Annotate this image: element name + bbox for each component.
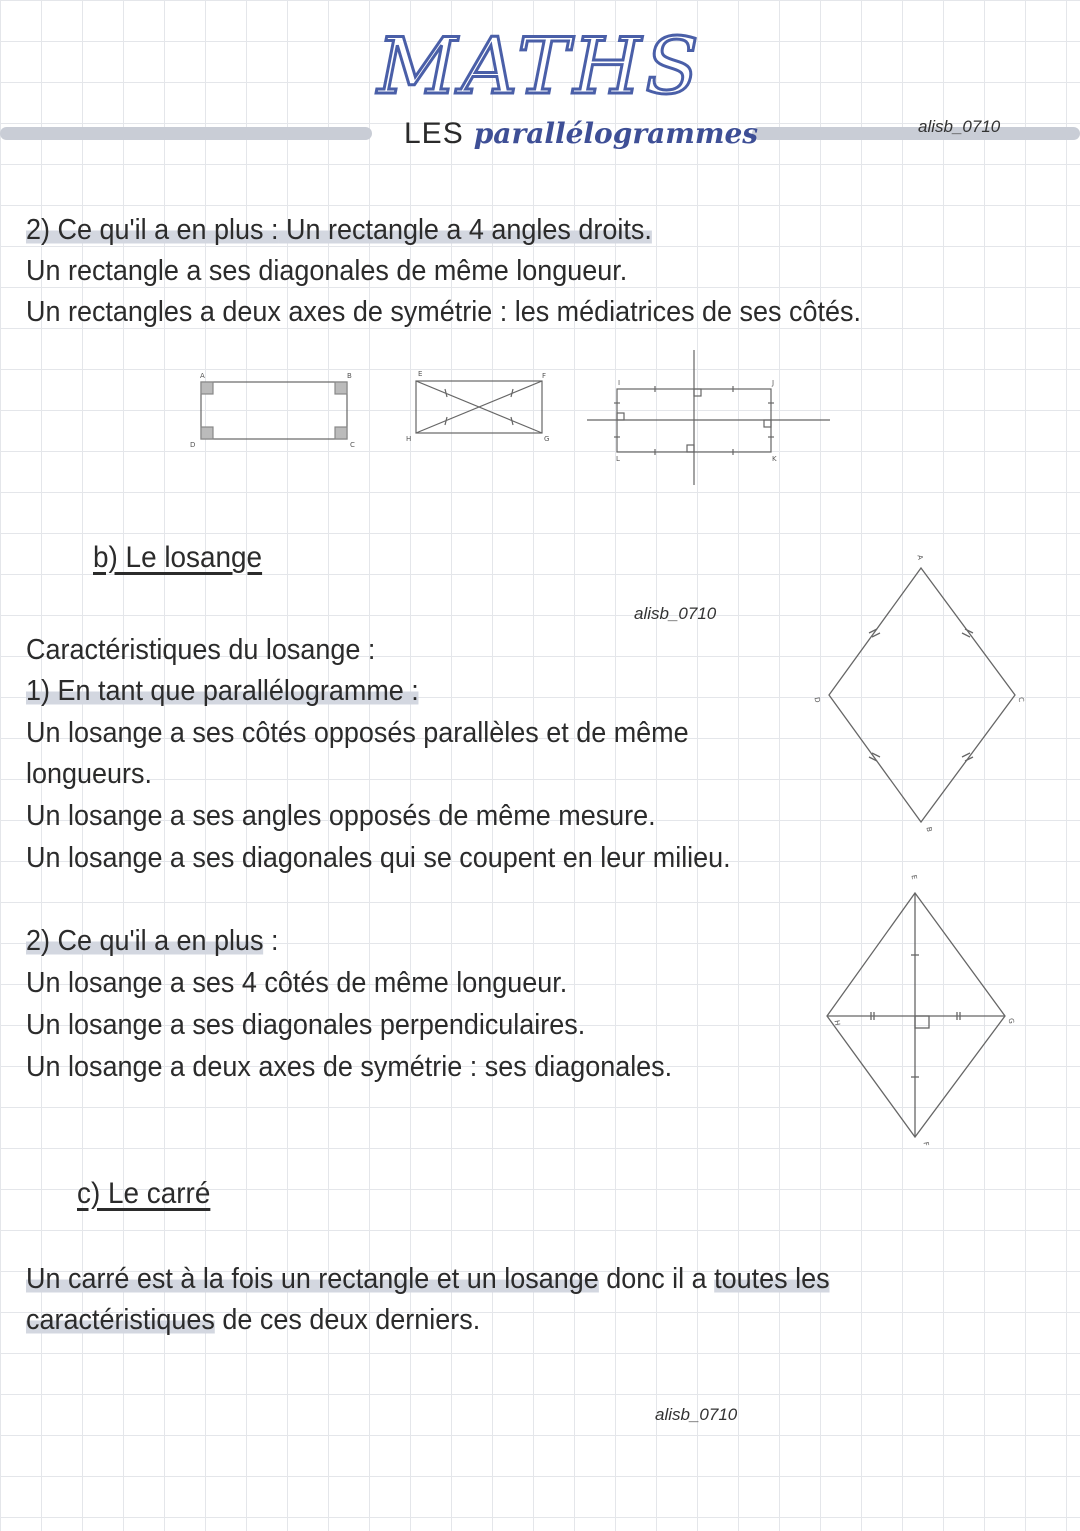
losange-sub-1 — [26, 671, 419, 712]
rectangle-right-angles-figure — [201, 382, 347, 439]
losange-sides-figure — [829, 568, 1015, 822]
losange-line-5: Un losange a ses 4 côtés de même longueur. — [26, 967, 568, 999]
rect2-label-g: G — [544, 435, 550, 443]
watermark-top: alisb_0710 — [918, 117, 1001, 136]
rect-line-2: Un rectangle a ses diagonales de même longueur. — [26, 255, 628, 287]
rect-line-3: Un rectangles a deux axes de symétrie : les médiatrices de ses côtés. — [26, 296, 861, 328]
carre-line-1a: Un carré est à la fois un rectangle et un losange — [26, 1263, 599, 1295]
rectangle-diagonals-figure — [416, 381, 542, 433]
losange-sub-1-text: 1) En tant que parallélogramme : — [26, 675, 419, 707]
rect3-label-j: J — [772, 379, 775, 387]
carre-line-1 — [26, 1259, 830, 1300]
carre-line-2 — [26, 1300, 480, 1341]
losange2-label-e: E — [909, 874, 919, 881]
losange-line-6: Un losange a ses diagonales perpendiculaires. — [26, 1009, 586, 1041]
rect-line-1-label: 2) Ce qu'il a en plus : — [26, 214, 279, 246]
losange-sub-2 — [26, 921, 279, 962]
losange-line-2: longueurs. — [26, 758, 152, 790]
losange2-label-h: H — [832, 1019, 842, 1027]
carre-line-1c: toutes les — [714, 1263, 830, 1295]
rect-label-c: C — [350, 441, 355, 449]
losange2-label-f: F — [921, 1141, 931, 1147]
rect-line-1-text: Un rectangle a 4 angles droits. — [278, 214, 652, 246]
losange-label-d: D — [812, 696, 822, 704]
rect2-label-f: F — [542, 372, 547, 380]
losange-sub-2-colon: : — [263, 925, 279, 957]
rect-line-1 — [26, 210, 652, 251]
rect-label-b: B — [347, 372, 352, 380]
rect-label-a: A — [200, 372, 205, 380]
page-subtitle — [404, 112, 758, 156]
watermark-middle: alisb_0710 — [634, 604, 717, 623]
losange2-label-g: G — [1006, 1017, 1016, 1025]
rect3-label-l: L — [616, 455, 620, 463]
watermark-bottom: alisb_0710 — [655, 1405, 738, 1424]
subtitle-main: parallélogrammes — [473, 117, 759, 150]
losange-caract-title: Caractéristiques du losange : — [26, 634, 376, 666]
rectangle-symmetry-figure — [587, 350, 830, 485]
carre-line-1b: donc il a — [598, 1263, 715, 1295]
losange-line-3: Un losange a ses angles opposés de même mesure. — [26, 800, 656, 832]
losange-sub-2-text: 2) Ce qu'il a en plus — [26, 925, 264, 957]
losange-label-b: B — [924, 826, 934, 833]
losange-line-4: Un losange a ses diagonales qui se coupent en leur milieu. — [26, 842, 731, 874]
losange-line-7: Un losange a deux axes de symétrie : ses diagonales. — [26, 1051, 673, 1083]
losange-diagonals-figure — [827, 893, 1005, 1137]
page-title: MATHS — [377, 22, 703, 112]
rect2-label-e: E — [418, 370, 423, 378]
losange-label-c: C — [1016, 696, 1026, 703]
subtitle-prefix: LES — [404, 117, 464, 150]
rect3-label-i: I — [618, 379, 621, 387]
carre-heading: c) Le carré — [77, 1177, 211, 1210]
losange-figures — [805, 550, 1045, 1150]
rect3-label-k: K — [772, 455, 777, 463]
losange-line-1: Un losange a ses côtés opposés parallèles et de même — [26, 717, 689, 749]
rect2-label-h: H — [406, 435, 412, 443]
losange-label-a: A — [915, 554, 925, 561]
carre-line-2a: caractéristiques — [26, 1304, 215, 1336]
header-band-left — [0, 127, 372, 140]
rect-label-d: D — [190, 441, 196, 449]
losange-heading: b) Le losange — [93, 541, 263, 574]
carre-line-2b: de ces deux derniers. — [214, 1304, 481, 1336]
header-band-right — [752, 127, 1080, 140]
rectangle-figures — [180, 345, 840, 490]
